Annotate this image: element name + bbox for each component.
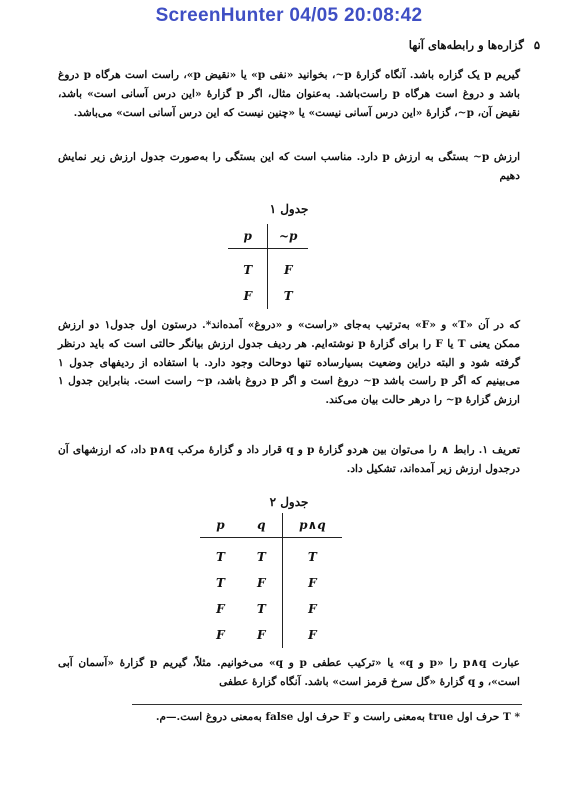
- table-cell: T: [256, 550, 266, 564]
- table-cell: T: [256, 602, 266, 616]
- header-cell: p: [228, 224, 268, 249]
- header-cell: p∧q: [282, 513, 342, 538]
- table-cell: F: [216, 602, 225, 616]
- table-cell: T: [228, 249, 268, 284]
- paragraph-negation-value: ارزش p~ بستگی به ارزش p دارد. مناسب است که این بستگی را به‌صورت جدول ارزش زیر نمایش دهیم: [58, 151, 521, 182]
- table-row: [200, 570, 342, 596]
- table-row: [200, 538, 342, 571]
- truth-table-1: [228, 224, 308, 309]
- header-cell: q: [241, 513, 282, 538]
- footnote: * T حرف اول true به‌معنی راست و F حرف اول false به‌معنی دروغ است.—م.: [155, 711, 520, 723]
- table-1-caption: جدول ۱: [269, 202, 309, 216]
- table-cell: F: [282, 570, 342, 596]
- running-title: گزاره‌ها و رابطه‌های آنها: [408, 38, 524, 52]
- page-number: ۵: [533, 38, 540, 52]
- paragraph-table1-explanation: که در آن «T» و «F» به‌ترتیب به‌جای «راست» و «دروغ» آمده‌اند*. درستون اول جدول۱ دو ارزش ممکن یعنی T یا F را برای گزارهٔ p نوشته‌ایم. هر ردیف جدول ارزش بیانگر حالتی است که باید درنظر گرفته شود و البته دراین وضعیت بسیارساده تنها دوحالت وجود دارد. با استفاده از ردیفهای جدول ۱ می‌بینیم که اگر p راست باشد p~ دروغ است و اگر p دروغ باشد، p~ راست است. بنابراین جدول ۱ ارزش گزارهٔ p~ را درهر حالت بیان می‌کند.: [58, 319, 521, 407]
- table-cell: F: [282, 596, 342, 622]
- table-cell: T: [283, 289, 293, 303]
- table-header-row: [228, 224, 308, 249]
- table-cell: F: [228, 283, 268, 309]
- truth-table-2: [200, 513, 342, 648]
- header-cell: ~p: [268, 224, 308, 249]
- page-header: [40, 38, 540, 52]
- footnote-divider: [132, 704, 522, 705]
- table-cell: F: [283, 263, 293, 277]
- table-cell: T: [282, 538, 342, 571]
- screenhunter-watermark: ScreenHunter 04/05 20:08:42: [155, 5, 423, 26]
- table-row: [228, 249, 308, 284]
- table-row: [200, 596, 342, 622]
- paragraph-definition-1: تعریف ۱. رابط ∧ را می‌توان بین هردو گزارهٔ p و q قرار داد و گزارهٔ مرکب p∧q داد، که ارزشهای آن درجدول ارزش زیر آمده‌اند، تشکیل داد.: [58, 444, 520, 475]
- paragraph-negation-definition: گیریم p یک گزاره باشد. آنگاه گزارهٔ p~، بخوانید «نفی p» یا «نقیض p»، راست است هرگاه p دروغ باشد و دروغ است هرگاه p راست‌باشد. به‌عنوان مثال، اگر p گزارهٔ «این درس آسانی است» باشد، نقیض آن، p~، گزارهٔ «این درس آسانی نیست» یا «چنین نیست که این درس آسانی است» می‌باشد.: [58, 69, 521, 119]
- table-cell: T: [215, 576, 225, 590]
- table-cell: F: [216, 628, 225, 642]
- header-cell: p: [200, 513, 241, 538]
- table-cell: T: [215, 550, 225, 564]
- table-row: [200, 622, 342, 648]
- table-row: [228, 283, 308, 309]
- paragraph-conjunction-reading: عبارت p∧q را «p و q» یا «ترکیب عطفی p و q» می‌خوانیم. مثلاً، گیریم p گزارهٔ «آسمان آبی است»، و q گزارهٔ «گل سرخ قرمز است» باشد. آنگاه گزارهٔ عطفی: [58, 657, 520, 688]
- table-cell: F: [257, 576, 266, 590]
- table-header-row: [200, 513, 342, 538]
- table-cell: F: [257, 628, 266, 642]
- table-cell: F: [282, 622, 342, 648]
- table-2-caption: جدول ۲: [269, 495, 309, 509]
